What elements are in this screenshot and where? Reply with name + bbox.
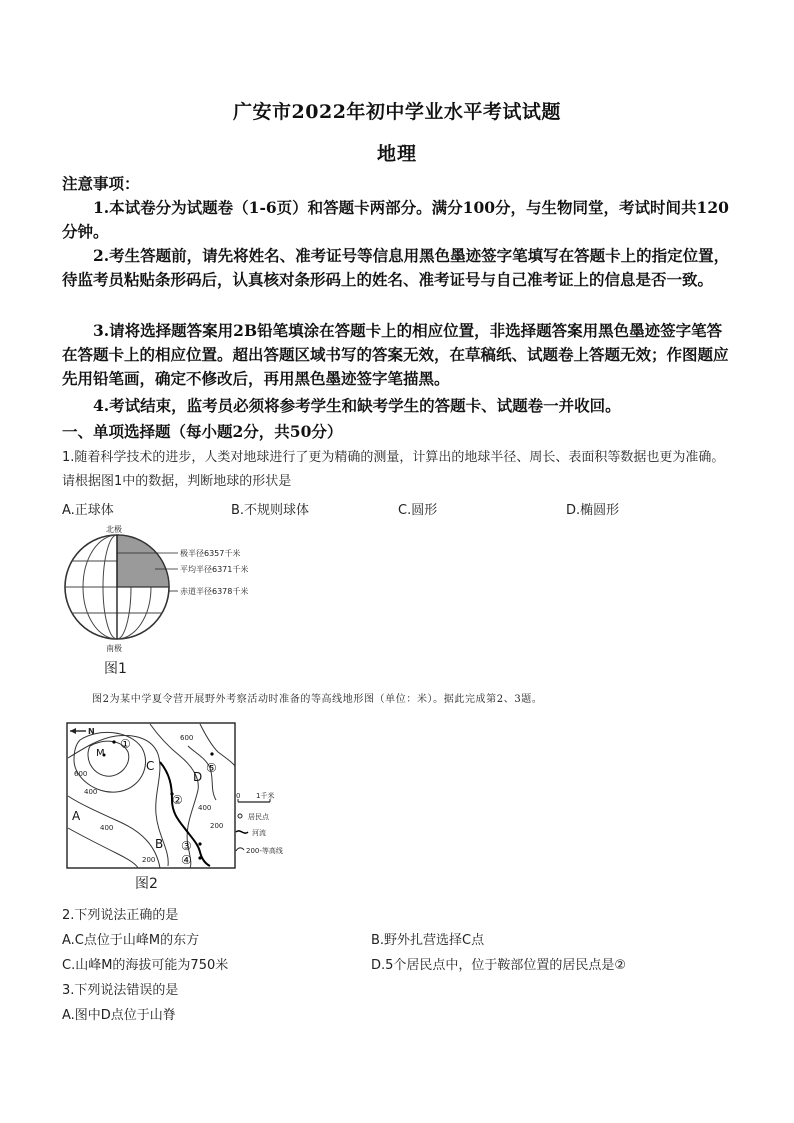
settlement-4-label: ④ [181,853,192,867]
q1-option-d: D.椭圆形 [566,503,620,518]
q1-option-b: B.不规则球体 [231,503,310,518]
south-pole-label: 南极 [106,644,122,653]
question-2-stem: 2.下列说法正确的是 [62,908,179,923]
q1-option-a: A.正球体 [62,503,114,518]
point-a-label: A [72,809,81,823]
north-pole-label: 北极 [106,525,122,534]
question-3-stem: 3.下列说法错误的是 [62,983,179,998]
figure-1-earth-diagram [60,525,320,685]
question-1-stem: 1.随着科学技术的进步，人类对地球进行了更为精确的测量，计算出的地球半径、周长、表面积等数据也更为准确。请根据图1中的数据，判断地球的形状是 [62,450,725,489]
q1-option-c: C.圆形 [398,503,438,518]
figure-2-caption: 图2 [135,876,158,892]
equator-radius-label: 赤道半径6378千米 [180,587,249,596]
contour-label: 400 [84,788,98,796]
settlement-2-label: ② [172,793,183,807]
notice-item-1: 1.本试卷分为试题卷（1-6页）和答题卡两部分。满分100分，与生物同堂，考试时间共120分钟。 [62,198,729,241]
settlement-legend-icon [238,814,242,818]
figure-2-intro: 图2为某中学夏令营开展野外考察活动时准备的等高线地形图（单位：米）。据此完成第2、3题。 [92,694,543,705]
figure-1-caption: 图1 [104,661,127,677]
legend-river-label: 河流 [252,829,266,837]
point-d-label: D [193,770,203,784]
legend-settlement-label: 居民点 [248,813,269,821]
settlement-5-label: ⑤ [206,761,217,775]
legend-contour-label: 200-等高线 [246,847,283,855]
figure-2-contour-map [60,718,310,896]
north-label: N [88,727,95,736]
settlement-1-label: ① [120,737,131,751]
notice-item-2: 2.考生答题前，请先将姓名、准考证号等信息用黑色墨迹签字笔填写在答题卡上的指定位置，待监考员粘贴条形码后，认真核对条形码上的姓名、准考证号与自己准考证上的信息是否一致。 [62,246,730,289]
contour-label: 600 [180,734,194,742]
exam-subject: 地理 [376,143,417,165]
q2-option-a: A.C点位于山峰M的东方 [62,933,200,948]
exam-title: 广安市2022年初中学业水平考试试题 [233,101,561,123]
q2-option-c: C.山峰M的海拔可能为750米 [62,958,229,973]
q3-option-a: A.图中D点位于山脊 [62,1008,176,1023]
q2-option-d: D.5个居民点中，位于鞍部位置的居民点是② [371,958,627,973]
mean-radius-label: 平均半径6371千米 [180,565,249,574]
notice-item-3: 3.请将选择题答案用2B铅笔填涂在答题卡上的相应位置，非选择题答案用黑色墨迹签字笔答在答题卡上的相应位置。超出答题区域书写的答案无效，在草稿纸、试题卷上答题无效；作图题应先用铅笔画，确定不修改后，再用黑色墨迹签字笔描黑。 [62,321,729,388]
section-heading: 一、单项选择题（每小题2分，共50分） [62,422,343,441]
polar-radius-label: 极半径6357千米 [180,549,241,558]
notice-heading: 注意事项： [62,174,140,193]
point-m-label: M [96,748,105,759]
contour-label: 400 [198,804,212,812]
scale-label: 1千米 [256,792,275,800]
contour-label: 200 [142,856,156,864]
settlement-3-label: ③ [181,839,192,853]
scale-zero-label: 0 [236,792,241,800]
point-b-label: B [155,837,164,851]
river-legend-icon [236,831,248,833]
q2-option-b: B.野外扎营选择C点 [371,933,485,948]
contour-label: 600 [74,770,88,778]
contour-legend-icon [236,848,244,851]
contour-label: 200 [210,822,224,830]
point-c-label: C [146,759,155,773]
notice-item-4: 4.考试结束，监考员必须将参考学生和缺考学生的答题卡、试题卷一并收回。 [93,396,621,415]
contour-label: 400 [100,824,114,832]
